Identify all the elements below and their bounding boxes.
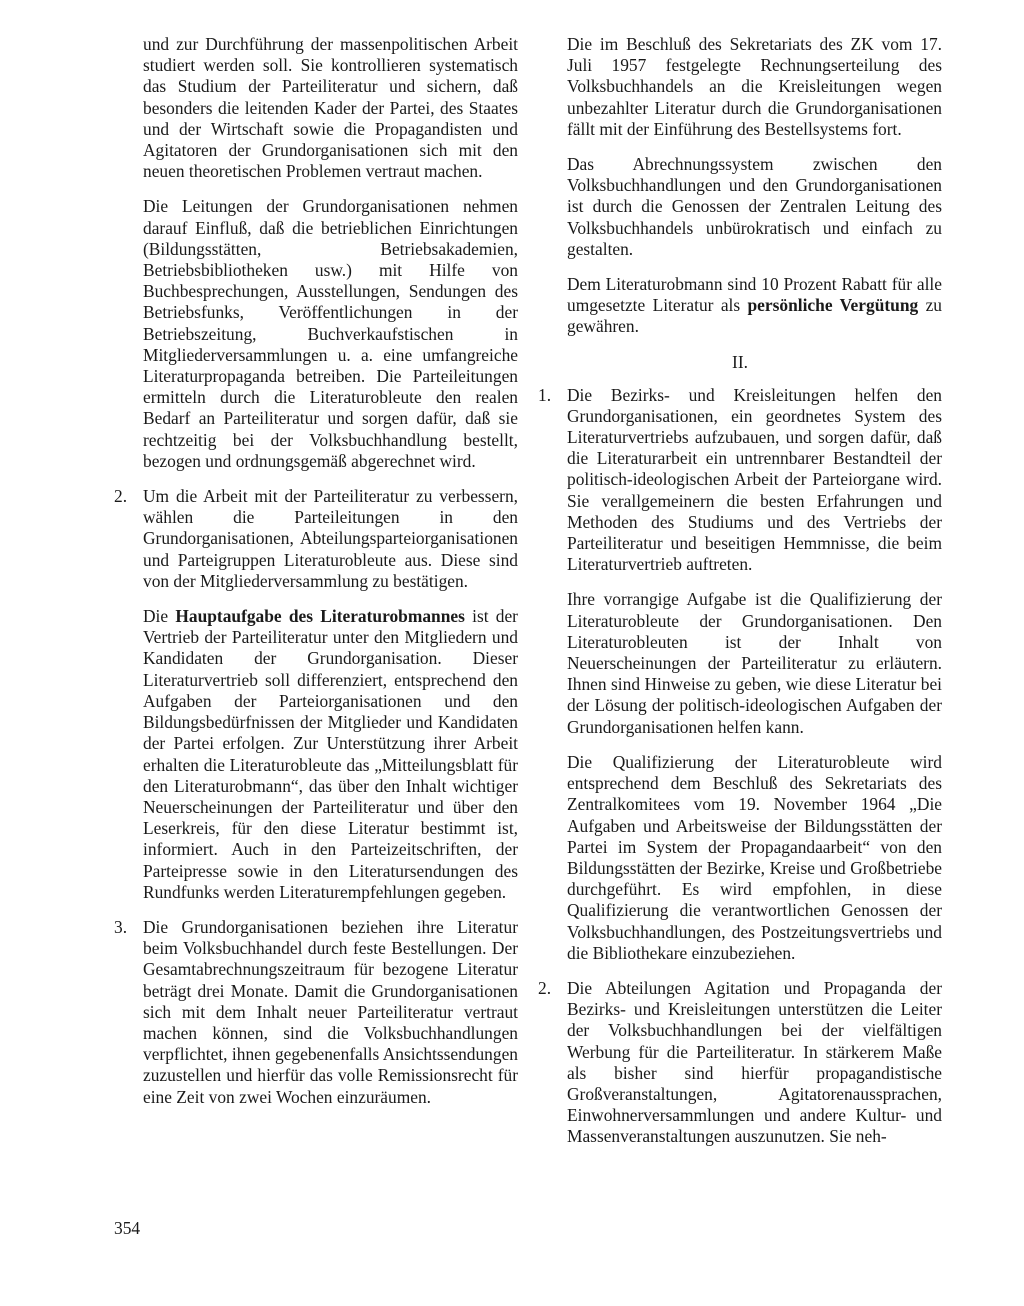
paragraph bbox=[114, 606, 518, 903]
item-number: 2. bbox=[538, 977, 552, 998]
bold-term: Hauptaufgabe des Literaturobmannes bbox=[175, 606, 465, 627]
item-text: Die Grundorganisationen beziehen ihre Literatur beim Volksbuchhandel durch feste Bestellungen. Der Gesamtabrechnungszeitraum für bezogene Literatur beträgt drei Monate. Damit die Grundorganisationen sich mit dem Inhalt neuer Parteiliteratur vertraut machen können, sind die Volksbuchhandlungen verpflichtet, ihnen gegebenenfalls Ansichtssendungen zuzustellen und hierfür das volle Remissionsrecht für eine Zeit von zwei Wochen einzuräumen. bbox=[143, 916, 518, 1107]
paragraph: Die im Beschluß des Sekretariats des ZK vom 17. Juli 1957 festgelegte Rechnungserteilung des Volksbuchhandels an die Kreisleitungen wegen unbezahlter Literatur durch die Grundorganisationen fällt mit der Einführung des Bestellsystems fort. bbox=[567, 34, 942, 139]
item-text: Die Abteilungen Agitation und Propaganda der Bezirks- und Kreisleitungen unterstützen die Leiter der Volksbuchhandlungen bei der vielfältigen Werbung für die Parteiliteratur. In stärkerem Maße als bisher sind hierfür propagandistische Großveranstaltungen, Agitatorenaussprachen, Einwohnerversammlungen und andere Kultur- und Massenveranstaltungen auszunutzen. Sie neh- bbox=[567, 977, 942, 1147]
text-run: Die bbox=[143, 606, 176, 627]
paragraph: Die Leitungen der Grundorganisationen nehmen darauf Einfluß, daß die betrieblichen Einrichtungen (Bildungsstätten, Betriebsakademien, Betriebsbibliotheken usw.) mit Hilfe von Buchbesprechungen, Ausstellungen, Sendungen des Betriebsfunks, Veröffentlichungen in der Betriebszeitung, Buchverkaufstischen in Mitgliederversammlungen u. a. eine umfangreiche Literaturpropaganda betreiben. Die Parteileitungen ermitteln durch die Literaturobleute den realen Bedarf an Parteiliteratur und sorgen dafür, daß sie rechtzeitig bei der Volksbuchhandlung bestellt, bezogen und ordnungsgemäß abgerechnet wird. bbox=[143, 196, 518, 471]
paragraph: Ihre vorrangige Aufgabe ist die Qualifizierung der Literaturobleute der Grundorganisationen. Den Literaturobleuten ist der Inhalt von Neuerscheinungen der Parteiliteratur zu erläutern. Ihnen sind Hinweise zu geben, wie diese Literatur bei der Lösung der politisch-ideologischen Aufgaben der Grundorganisationen helfen kann. bbox=[567, 589, 942, 737]
page-number: 354 bbox=[114, 1218, 141, 1238]
section-heading: II. bbox=[732, 351, 748, 372]
numbered-item-2 bbox=[114, 486, 518, 592]
numbered-item-3 bbox=[114, 917, 518, 1108]
bold-term: persönliche Vergütung bbox=[747, 295, 919, 316]
paragraph bbox=[538, 274, 942, 338]
paragraph: und zur Durchführung der massenpolitischen Arbeit studiert werden soll. Sie kontrollieren systematisch das Studium der Parteiliteratur und sichern, daß besonders die leitenden Kader der Partei, des Staates und der Wirtschaft sowie die Propagandisten und Agitatoren der Grundorganisationen sich mit den neuen theoretischen Problemen vertraut machen. bbox=[143, 34, 518, 182]
numbered-item-2 bbox=[538, 978, 942, 1148]
left-column bbox=[114, 34, 518, 1122]
item-number: 3. bbox=[114, 916, 128, 937]
item-number: 1. bbox=[538, 384, 552, 405]
text-run: Dem Literaturobmann sind 10 Prozent Rabatt für alle umgesetzte Literatur als bbox=[567, 274, 942, 316]
right-column bbox=[538, 34, 942, 1162]
item-text: Die Bezirks- und Kreisleitungen helfen den Grundorganisationen, ein geordnetes System des Literaturvertriebs aufzubauen, und sorgen dafür, daß die Literaturarbeit ein untrennbarer Bestandteil der politisch-ideologischen Arbeit der Parteiorgane wird. Sie verallgemeinern die besten Erfahrungen und Methoden des Studiums und des Vertriebs der Parteiliteratur und beseitigen Hemmnisse, die beim Literaturvertrieb auftreten. bbox=[567, 384, 942, 575]
item-text: Um die Arbeit mit der Parteiliteratur zu verbessern, wählen die Parteileitungen in den Grundorganisationen, Abteilungsparteiorganisationen und Parteigruppen Literaturobleute aus. Diese sind von der Mitgliederversammlung zu bestätigen. bbox=[143, 486, 518, 591]
paragraph: Die Qualifizierung der Literaturobleute wird entsprechend dem Beschluß des Sekretariats des Zentralkomitees vom 19. November 1964 „Die Aufgaben und Arbeitsweise der Bildungsstätten der Partei im System der Propagandaarbeit“ von den Bildungsstätten der Bezirke, Kreise und Großbetriebe durchgeführt. Es wird empfohlen, in diese Qualifizierung die verantwortlichen Genossen der Volksbuchhandlungen, des Postzeitungsvertriebs und die Bibliothekare einzubeziehen. bbox=[567, 751, 942, 963]
numbered-item-1 bbox=[538, 385, 942, 576]
item-number: 2. bbox=[114, 486, 128, 507]
text-run: zu gewähren. bbox=[567, 295, 942, 337]
text-run: ist der Vertrieb der Parteiliteratur unter den Mitgliedern und Kandidaten der Grundorganisation. Dieser Literaturvertrieb soll differenziert, entsprechend den Aufgaben der Parteiorganisationen und den Bildungsbedürfnissen der Mitglieder und Kandidaten der Partei erfolgen. Zur Unterstützung ihrer Arbeit erhalten die Literaturobleute das „Mitteilungsblatt für den Literaturobmann“, das über den Inhalt wichtiger Neuerscheinungen der Parteiliteratur und über den Leserkreis, für den diese Literatur bestimmt ist, informiert. Auch in den Parteizeitschriften, der Parteipresse sowie in den Literatursendungen des Rundfunks werden Literaturempfehlungen gegeben. bbox=[143, 606, 518, 902]
paragraph: Das Abrechnungssystem zwischen den Volksbuchhandlungen und den Grundorganisationen ist durch die Genossen der Zentralen Leitung des Volksbuchhandels unbürokratisch und einfach zu gestalten. bbox=[567, 154, 942, 259]
